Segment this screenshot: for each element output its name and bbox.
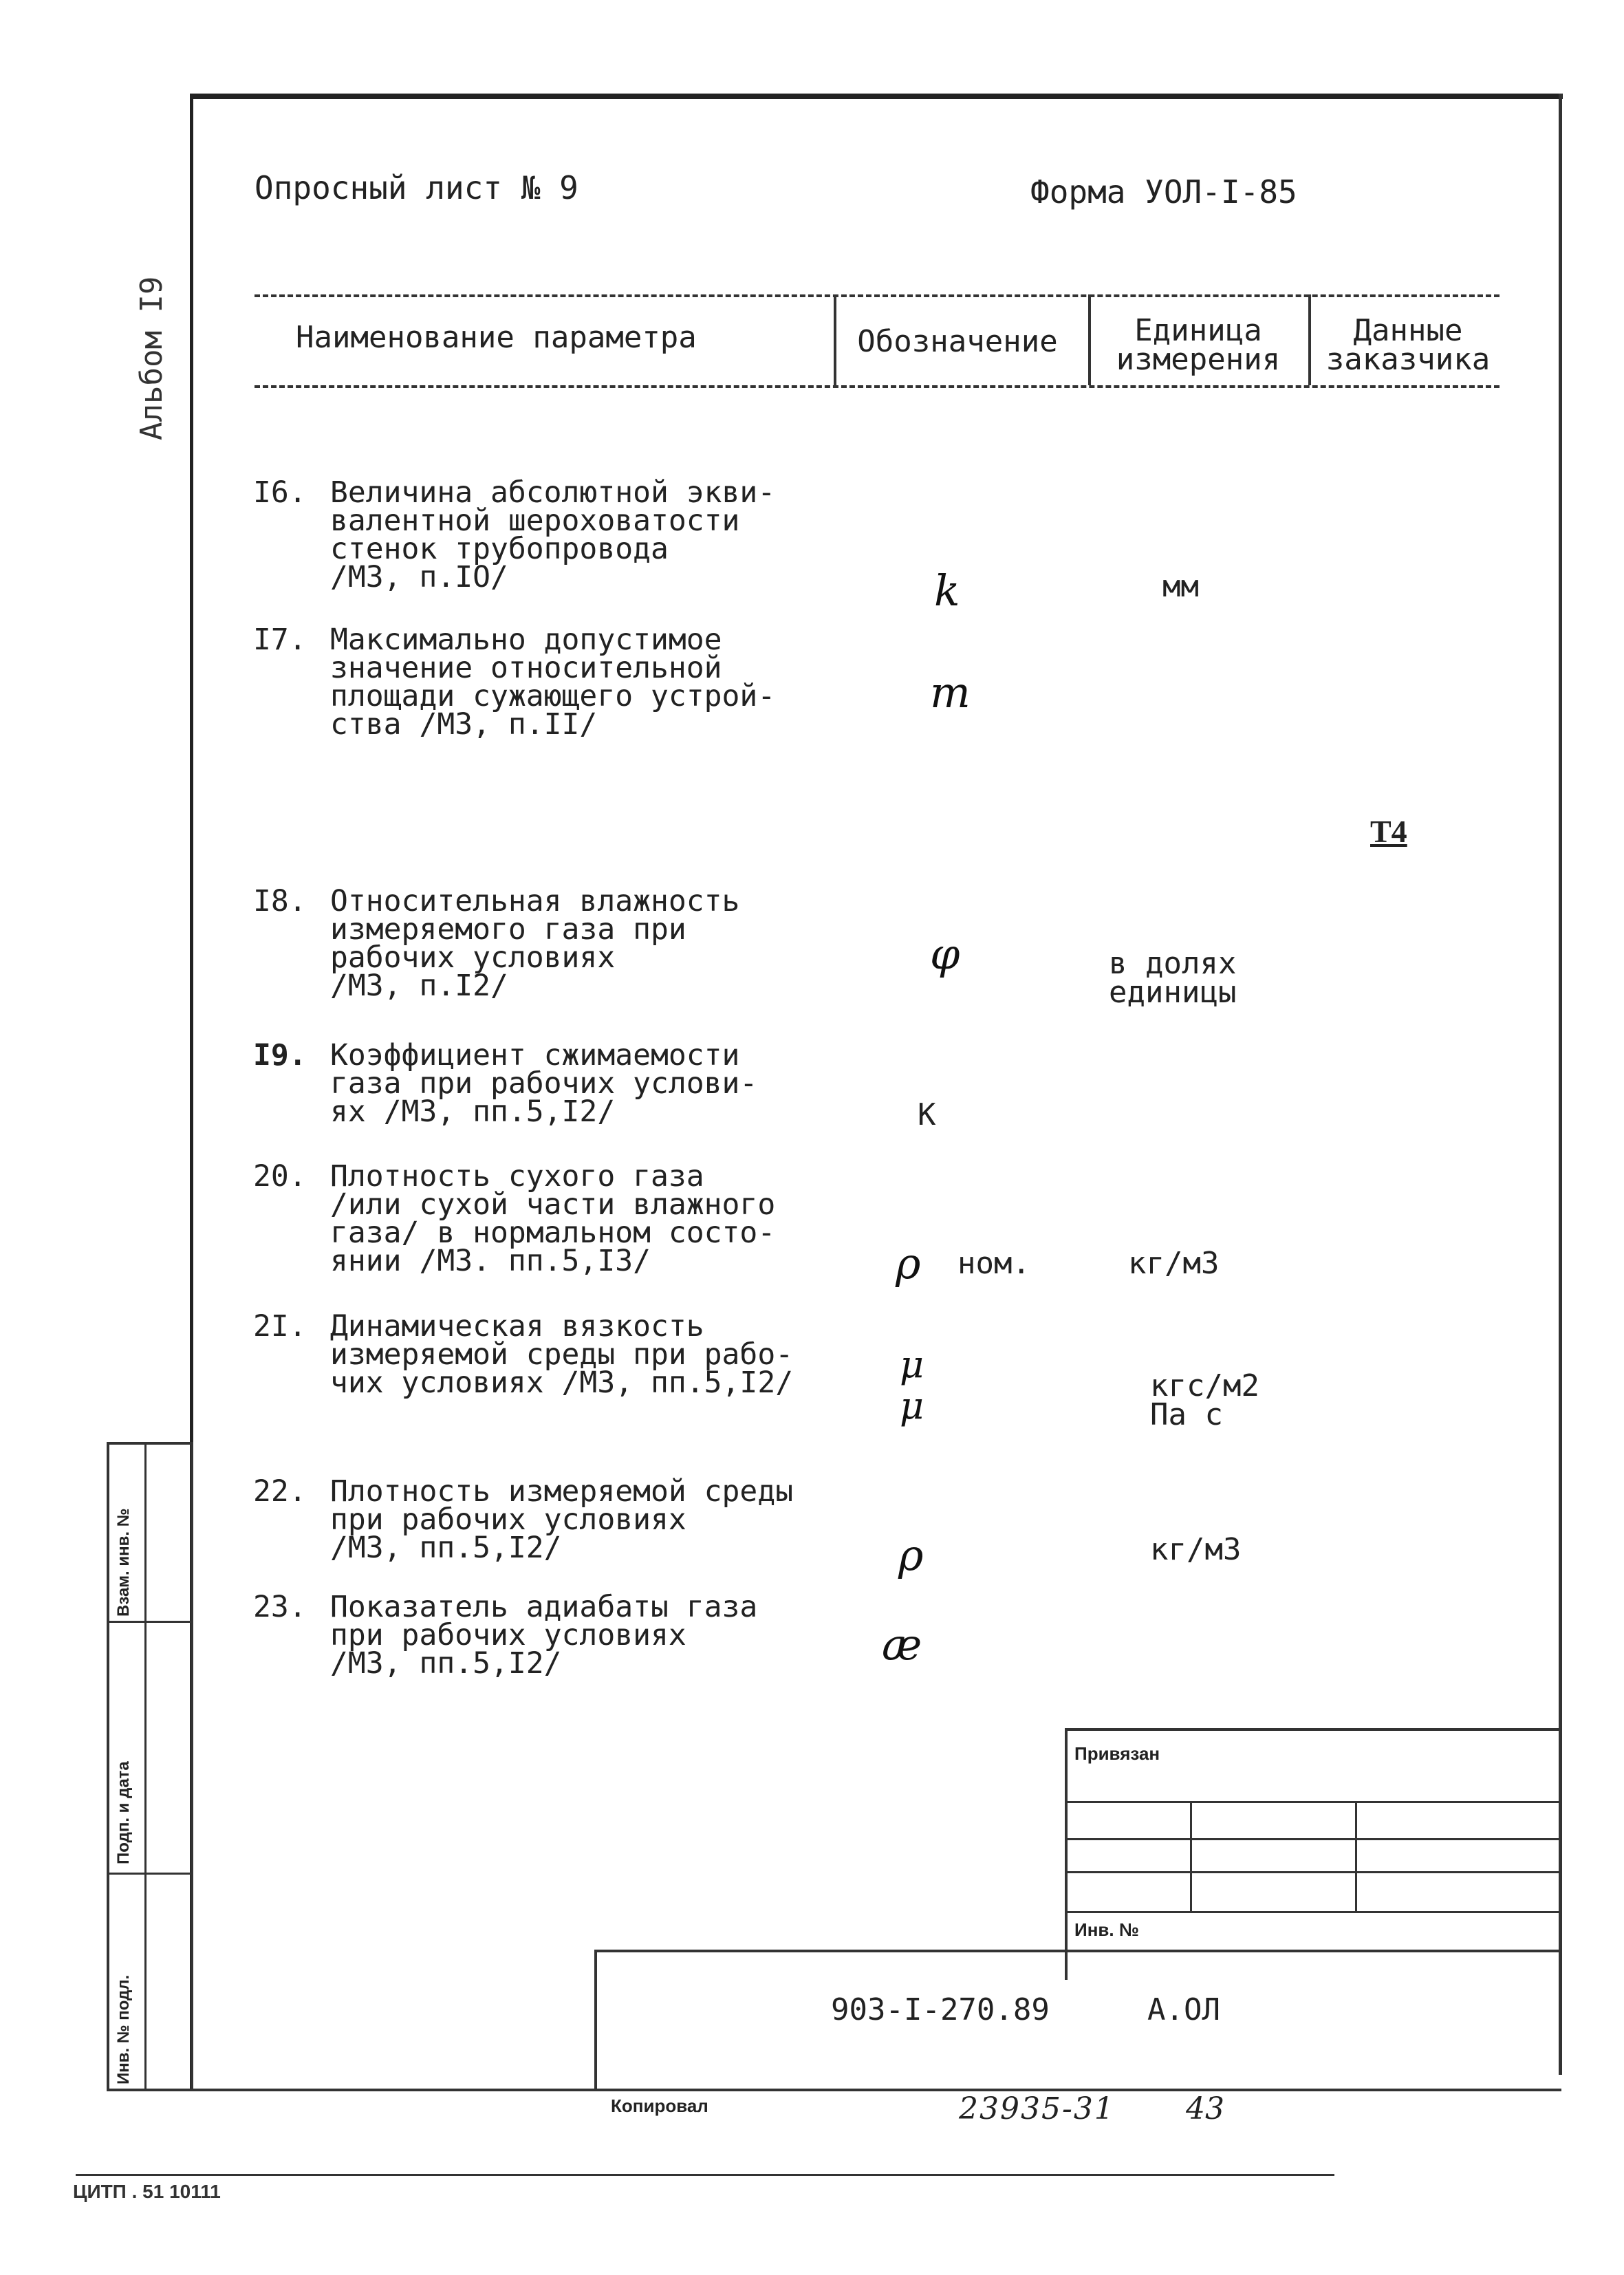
stamp-grid-line-3 bbox=[1065, 1871, 1559, 1873]
side-label-inv-podl: Инв. № подл. bbox=[114, 1974, 133, 2084]
stamp-grid-vline-1 bbox=[1190, 1801, 1192, 1911]
row-23-text: Показатель адиабаты газа при рабочих условиях /МЗ, пп.5,I2/ bbox=[330, 1590, 758, 1681]
stamp-privyazan-top bbox=[1065, 1728, 1559, 1731]
row-22-text: Плотность измеряемой среды при рабочих условиях /МЗ, пп.5,I2/ bbox=[330, 1474, 794, 1565]
stamp-grid-line-1 bbox=[1065, 1801, 1559, 1803]
frame-right-border bbox=[1559, 94, 1562, 2075]
stamp-privyazan-left bbox=[1065, 1728, 1068, 1980]
side-stamp-divider bbox=[144, 1442, 147, 2091]
side-stamp-row-1 bbox=[107, 1621, 193, 1623]
side-stamp-row-2 bbox=[107, 1873, 193, 1875]
row-20-number: 20. bbox=[253, 1159, 307, 1194]
col-data-header-1: Данные bbox=[1353, 313, 1463, 348]
col-unit-header-1: Единица bbox=[1134, 313, 1262, 348]
row-17-number: I7. bbox=[253, 623, 307, 657]
stamp-privyazan-label: Привязан bbox=[1074, 1743, 1160, 1764]
document-code: 903-I-270.89 bbox=[831, 1992, 1050, 2027]
side-label-podp: Подп. и дата bbox=[114, 1761, 133, 1864]
row-17-text: Максимально допустимое значение относительной площади сужающего устрой- ства /МЗ, п.II/ bbox=[330, 623, 776, 742]
row-16-symbol: k bbox=[934, 565, 960, 616]
row-21-symbol-2: μ bbox=[900, 1384, 924, 1427]
stamp-inv-no-label: Инв. № bbox=[1074, 1919, 1139, 1940]
frame-bottom-border bbox=[107, 2089, 1561, 2091]
mark-t4: Т4 bbox=[1370, 814, 1407, 849]
row-20-symbol-suffix: ном. bbox=[957, 1246, 1030, 1281]
form-number: Форма УОЛ-I-85 bbox=[1030, 173, 1297, 211]
col-divider-1 bbox=[834, 294, 836, 385]
stamp-grid-line-2 bbox=[1065, 1838, 1559, 1840]
frame-top-border bbox=[191, 94, 1563, 99]
col-name-header: Наименование параметра bbox=[296, 320, 697, 355]
row-22-symbol: ρ bbox=[898, 1530, 924, 1580]
row-19-number: I9. bbox=[253, 1038, 307, 1072]
sheet-designation: А.ОЛ bbox=[1147, 1992, 1220, 2027]
side-label-vzam: Взам. инв. № bbox=[114, 1508, 133, 1617]
header-bottom-dash bbox=[255, 385, 1500, 388]
col-data-header-2: заказчика bbox=[1325, 342, 1491, 377]
row-18-number: I8. bbox=[253, 884, 307, 918]
sheet-title: Опросный лист № 9 bbox=[255, 169, 578, 206]
row-16-text: Величина абсолютной экви- валентной шероховатости стенок трубопровода /МЗ, п.IО/ bbox=[330, 475, 776, 594]
row-21-number: 2I. bbox=[253, 1309, 307, 1344]
title-block-top bbox=[594, 1950, 1559, 1952]
row-21-text: Динамическая вязкость измеряемой среды при рабо- чих условиях /МЗ, пп.5,I2/ bbox=[330, 1309, 794, 1400]
col-designation-header: Обозначение bbox=[857, 324, 1058, 359]
row-19-text: Коэффициент сжимаемости газа при рабочих услови- ях /МЗ, пп.5,I2/ bbox=[330, 1038, 758, 1129]
row-18-symbol: φ bbox=[930, 929, 960, 979]
row-22-number: 22. bbox=[253, 1474, 307, 1509]
footer-rule bbox=[76, 2174, 1334, 2176]
row-18-text: Относительная влажность измеряемого газа при рабочих условиях /МЗ, п.I2/ bbox=[330, 884, 740, 1003]
stamp-grid-vline-2 bbox=[1355, 1801, 1357, 1911]
col-divider-3 bbox=[1308, 294, 1311, 385]
title-block-left bbox=[594, 1950, 597, 2091]
row-22-unit: кг/м3 bbox=[1150, 1532, 1242, 1567]
page-number: 43 bbox=[1186, 2091, 1224, 2126]
row-23-symbol: æ bbox=[882, 1619, 922, 1670]
row-20-symbol: ρ bbox=[896, 1238, 921, 1289]
row-16-number: I6. bbox=[253, 475, 307, 510]
album-label: Альбом I9 bbox=[134, 276, 169, 440]
row-17-symbol: m bbox=[930, 667, 971, 718]
row-19-symbol: К bbox=[918, 1097, 936, 1132]
row-20-unit: кг/м3 bbox=[1128, 1246, 1220, 1281]
stamp-grid-line-4 bbox=[1065, 1911, 1559, 1913]
row-18-unit: в долях единицы bbox=[1109, 946, 1237, 1010]
col-unit-header-2: измерения bbox=[1116, 342, 1281, 377]
row-16-unit: мм bbox=[1162, 569, 1199, 604]
kopiroval-label: Копировал bbox=[611, 2095, 708, 2116]
row-23-number: 23. bbox=[253, 1590, 307, 1624]
col-divider-2 bbox=[1088, 294, 1091, 385]
row-21-unit: кгс/м2 Па с bbox=[1150, 1368, 1259, 1432]
footer-code: ЦИТП . 51 10111 bbox=[73, 2181, 221, 2202]
row-20-text: Плотность сухого газа /или сухой части влажного газа/ в нормальном состо- янии /МЗ. пп.5,I3/ bbox=[330, 1159, 776, 1278]
row-21-symbol: μ bbox=[900, 1343, 924, 1386]
header-top-dash bbox=[255, 294, 1500, 297]
copy-number: 23935-31 bbox=[959, 2091, 1115, 2126]
